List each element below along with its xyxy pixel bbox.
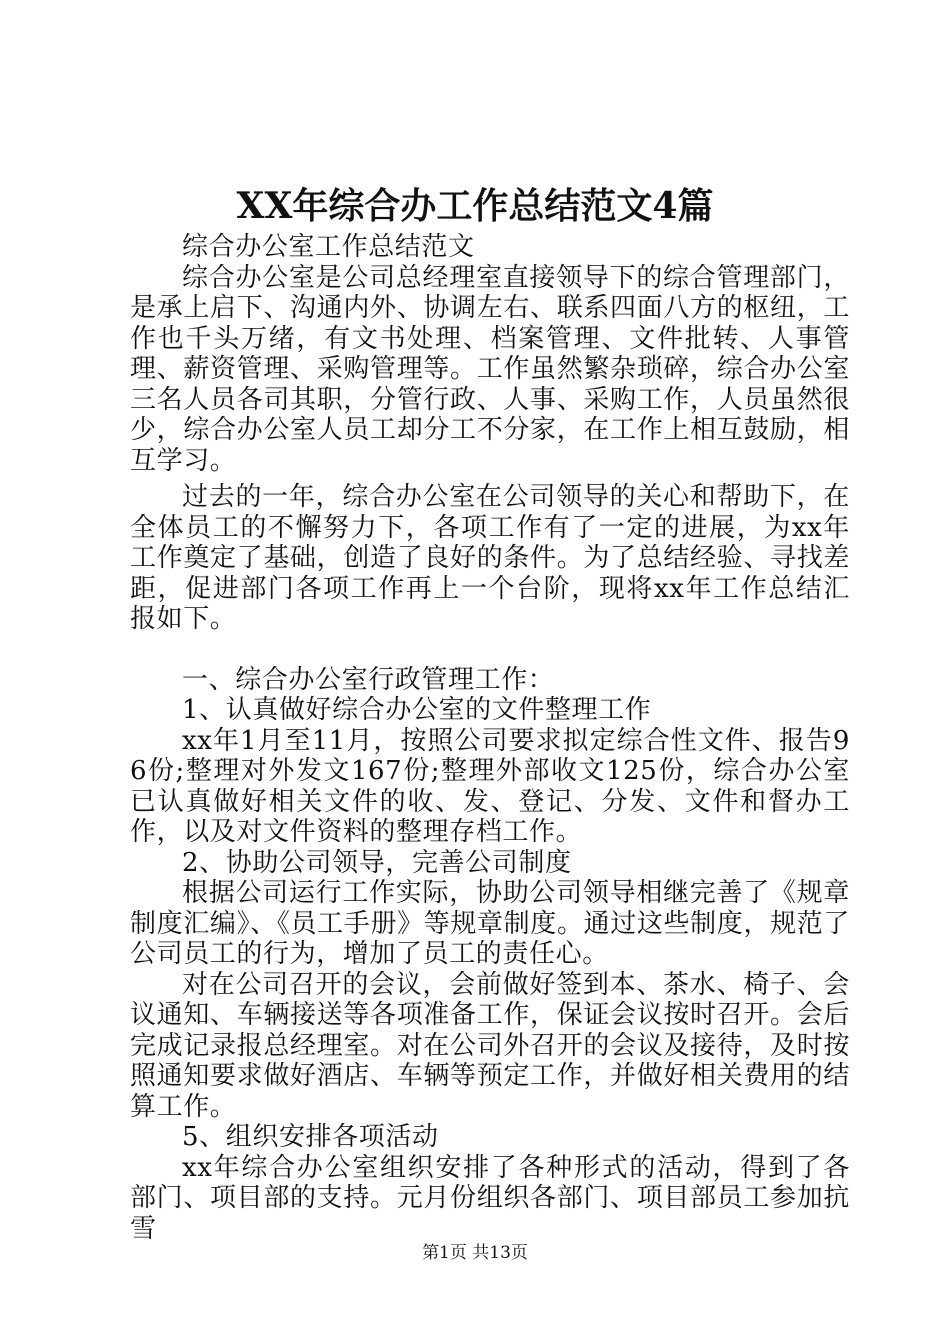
subheading-assist-leaders: 2、协助公司领导，完善公司制度 bbox=[182, 847, 572, 878]
paragraph-meetings: 对在公司召开的会议，会前做好签到本、茶水、椅子、会议通知、车辆接送等各项准备工作，保证会议按时召开。会后完成记录报总经理室。对在公司外召开的会议及接待，及时按照通知要求做好酒店、车辆等预定工作，并做好相关费用的结算工作。 bbox=[130, 969, 850, 1122]
page-title: XX年综合办工作总结范文4篇 bbox=[236, 185, 714, 227]
paragraph-regulations: 根据公司运行工作实际，协助公司领导相继完善了《规章制度汇编》、《员工手册》等规章制度。通过这些制度，规范了公司员工的行为，增加了员工的责任心。 bbox=[130, 878, 850, 969]
paragraph-subtitle: 综合办公室工作总结范文 bbox=[182, 232, 475, 262]
subheading-activities: 5、组织安排各项活动 bbox=[182, 1122, 439, 1152]
page-number-footer: 第1页 共13页 bbox=[422, 1243, 528, 1263]
document-body bbox=[130, 232, 850, 1244]
paragraph-activities: xx年综合办公室组织安排了各种形式的活动，得到了各部门、项目部的支持。元月份组织各部门、项目部员工参加抗雪 bbox=[130, 1152, 850, 1244]
paragraph-intro: 综合办公室是公司总经理室直接领导下的综合管理部门，是承上启下、沟通内外、协调左右、联系四面八方的枢纽，工作也千头万绪，有文书处理、档案管理、文件批转、人事管理、薪资管理、采购管理等。工作虽然繁杂琐碎，综合办公室三名人员各司其职，分管行政、人事、采购工作，人员虽然很少，综合办公室人员工却分工不分家，在工作上相互鼓励，相互学习。 bbox=[130, 262, 850, 476]
paragraph-file-stats: xx年1月至11月，按照公司要求拟定综合性文件、报告96份;整理对外发文167份;整理外部收文125份，综合办公室已认真做好相关文件的收、发、登记、分发、文件和督办工作，以及对文件资料的整理存档工作。 bbox=[130, 725, 850, 847]
subheading-file-organizing: 1、认真做好综合办公室的文件整理工作 bbox=[182, 695, 652, 725]
section-heading-admin: 一、综合办公室行政管理工作： bbox=[182, 664, 555, 695]
paragraph-past-year: 过去的一年，综合办公室在公司领导的关心和帮助下，在全体员工的不懈努力下，各项工作有了一定的进展，为xx年工作奠定了基础，创造了良好的条件。为了总结经验、寻找差距，促进部门各项工作再上一个台阶，现将xx年工作总结汇报如下。 bbox=[130, 482, 850, 634]
